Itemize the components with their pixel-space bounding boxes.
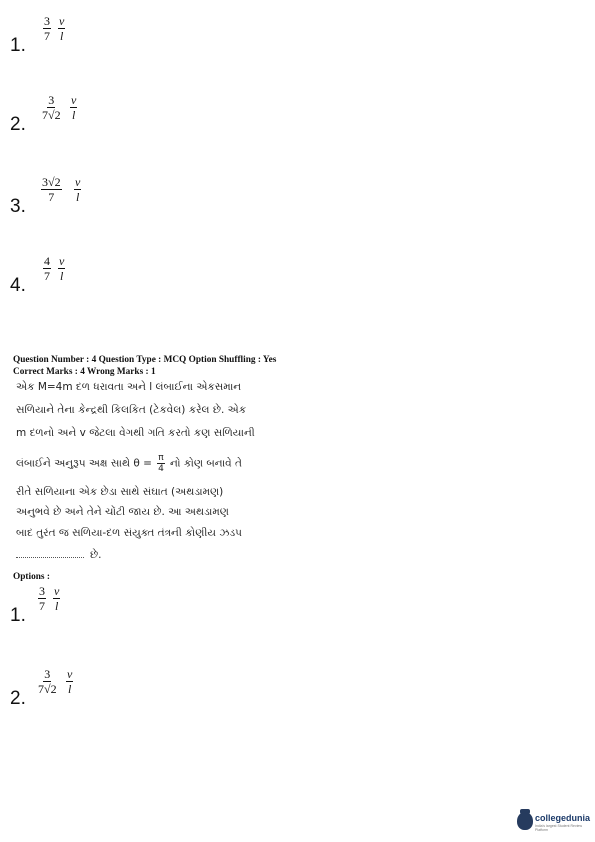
- fraction-numerator: v: [71, 93, 77, 107]
- fraction-v-over-l: [74, 176, 81, 203]
- fraction-numerator: 3: [39, 584, 45, 598]
- question-line-with-blank: [16, 549, 101, 562]
- fraction-numerator: π: [158, 453, 164, 463]
- fraction-denominator: l: [75, 190, 80, 204]
- question-line: રીતે સળિયાના એક છેડા સાથે સંઘાત (અથડામણ): [16, 486, 224, 498]
- logo-name: collegedunia: [535, 813, 591, 823]
- fraction-denominator: 7: [44, 29, 50, 43]
- fraction-numerator: v: [59, 14, 65, 28]
- fraction-numerator: 3: [48, 93, 55, 107]
- question-line: બાદ તુરંત જ સળિયા-દળ સંયુક્ત તંત્રની કોણીય ઝડપ: [16, 527, 242, 539]
- question-text-fragment: છે.: [90, 549, 102, 561]
- question-line: સળિયાને તેના કેન્દ્રથી કિલકિત (ટેકવેલ) કરેલ છે. એક: [16, 404, 247, 416]
- option-number: 2.: [10, 688, 26, 709]
- fraction-denominator: l: [71, 108, 76, 122]
- fraction-v-over-l: [66, 668, 73, 695]
- fraction-numerator: 4: [44, 254, 50, 268]
- options-label: Options :: [13, 572, 50, 582]
- fraction-denominator: l: [59, 29, 64, 43]
- fraction-denominator: 7: [44, 269, 50, 283]
- fraction-coefficient: [43, 255, 51, 282]
- fraction-v-over-l: [58, 255, 65, 282]
- fraction-numerator: v: [54, 584, 60, 598]
- fraction-v-over-l: [53, 585, 60, 612]
- fraction-denominator: 7√2: [38, 682, 57, 696]
- question-line: અનુભવે છે અને તેને ચોંટી જાય છે. આ અથડામણ: [16, 506, 229, 518]
- graduate-cap-icon: [517, 812, 533, 830]
- fraction-denominator: l: [67, 682, 72, 696]
- fraction-numerator: v: [75, 175, 81, 189]
- answer-blank: [16, 557, 84, 558]
- fraction-denominator: 7: [39, 599, 45, 613]
- fraction-coefficient: [43, 15, 51, 42]
- option-number: 1.: [10, 35, 26, 56]
- fraction-coefficient: [41, 176, 62, 203]
- fraction-v-over-l: [58, 15, 65, 42]
- option-number: 2.: [10, 114, 26, 135]
- fraction-coefficient: [38, 668, 57, 695]
- fraction-numerator: v: [59, 254, 65, 268]
- question-line-with-fraction: [16, 453, 242, 474]
- question-text-fragment: નો કોણ બનાવે તે: [170, 457, 243, 470]
- fraction-numerator: 3√2: [42, 175, 61, 189]
- question-text-fragment: લંબાઈને અનુરૂપ અક્ષ સાથે θ =: [16, 457, 152, 470]
- fraction-v-over-l: [70, 94, 77, 121]
- fraction-numerator: 3: [44, 667, 51, 681]
- question-meta-line-1: Question Number : 4 Question Type : MCQ Option Shuffling : Yes: [13, 355, 277, 365]
- logo-tagline: India's largest Student Review Platform: [535, 824, 582, 832]
- fraction-numerator: v: [67, 667, 73, 681]
- option-number: 3.: [10, 196, 26, 217]
- fraction-denominator: 7√2: [42, 108, 61, 122]
- fraction-denominator: l: [59, 269, 64, 283]
- question-line: એક M=4m દળ ધરાવતા અને l લંબાઈના એકસમાન: [16, 381, 242, 393]
- option-number: 4.: [10, 275, 26, 296]
- fraction-coefficient: [38, 585, 46, 612]
- fraction-coefficient: [42, 94, 61, 121]
- fraction-denominator: l: [54, 599, 59, 613]
- fraction-denominator: 7: [48, 190, 55, 204]
- fraction-numerator: 3: [44, 14, 50, 28]
- question-line: m દળનો અને v જેટલા વેગથી ગતિ કરતો કણ સળિયાની: [16, 427, 255, 439]
- fraction-denominator: 4: [158, 464, 164, 474]
- fraction-pi-over-4: [157, 453, 164, 474]
- option-number: 1.: [10, 605, 26, 626]
- collegedunia-logo: [517, 810, 591, 832]
- question-meta-line-2: Correct Marks : 4 Wrong Marks : 1: [13, 367, 156, 377]
